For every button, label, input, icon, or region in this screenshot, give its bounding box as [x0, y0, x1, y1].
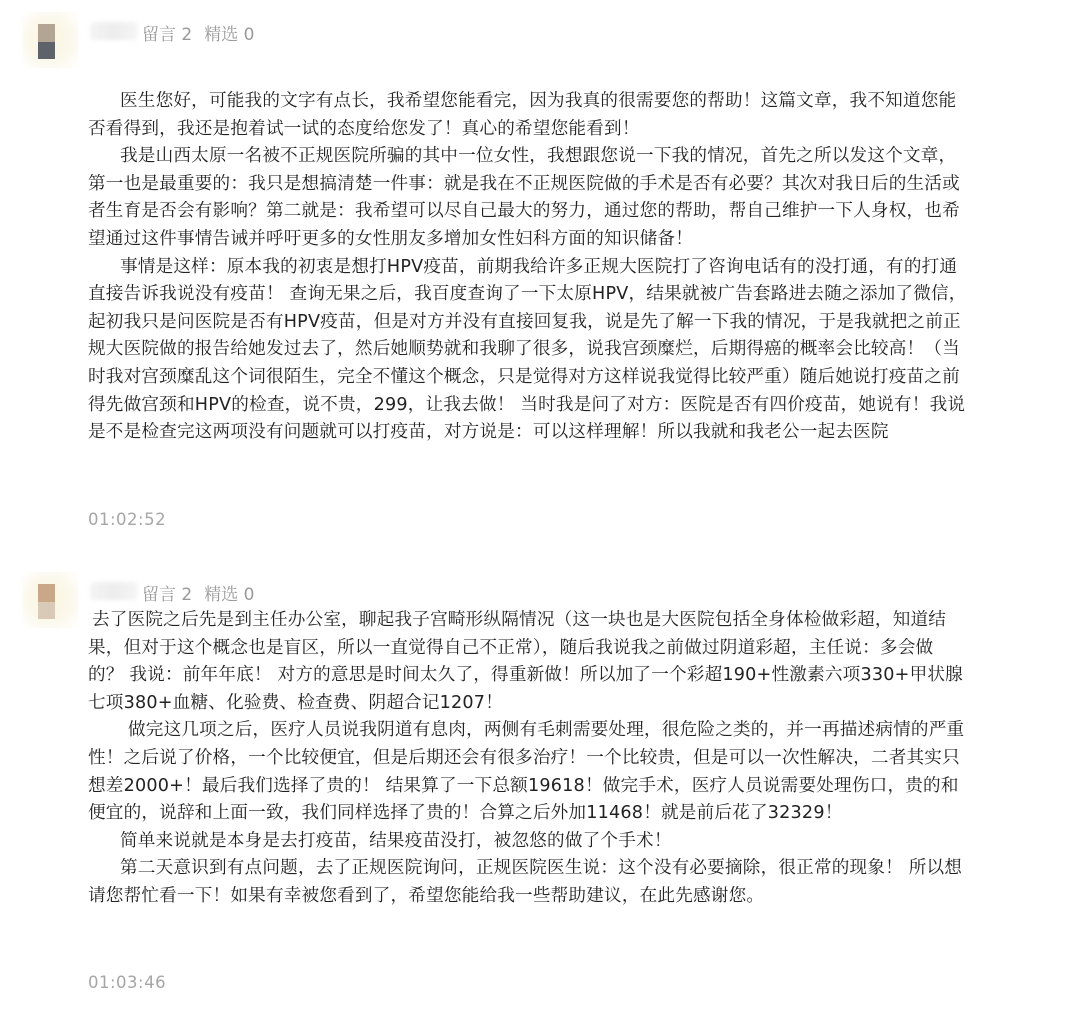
comment-meta: [142, 20, 254, 45]
avatar[interactable]: [22, 572, 78, 628]
avatar-image-top: [38, 584, 55, 602]
comment-meta: [142, 580, 254, 605]
comment-paragraph: 做完这几项之后，医疗人员说我阴道有息肉，两侧有毛刺需要处理，很危险之类的，并一再描述病情的严重性！之后说了价格，一个比较便宜，但是后期还会有很多治疗！一个比较贵，但是可以一次性解决，二者其实只想差2000+！最后我们选择了贵的！ 结果算了一下总额19618！做完手术，医疗人员说需要处理伤口，贵的和便宜的，说辞和上面一致，我们同样选择了贵的！合算之后外加11468！就是前后花了32329！: [88, 720, 965, 824]
comments-count-label: 留言 2: [142, 25, 193, 45]
comment-paragraph: 去了医院之后先是到主任办公室，聊起我子宫畸形纵隔情况（这一块也是大医院包括全身体检做彩超，知道结果，但对于这个概念也是盲区，所以一直觉得自己不正常），随后我说我之前做过阴道彩超，主任说：多会做的？ 我说：前年年底！ 对方的意思是时间太久了，得重新做！所以加了一个彩超190+性激素六项330+甲状腺七项380+血糖、化验费、检查费、阴超合记1207！: [88, 610, 963, 713]
avatar-image-top: [38, 24, 55, 42]
avatar-image-bottom: [38, 42, 55, 59]
featured-count-label: 精选 0: [204, 585, 255, 605]
comment-paragraph: 第二天意识到有点问题，去了正规医院询问，正规医院医生说：这个没有必要摘除，很正常的现象！ 所以想请您帮忙看一下！如果有幸被您看到了，希望您能给我一些帮助建议，在此先感谢您。: [88, 858, 963, 906]
comment-timestamp: 01:02:52: [88, 510, 167, 529]
comment-timestamp: 01:03:46: [88, 973, 167, 992]
comment-paragraph: 简单来说就是本身是去打疫苗，结果疫苗没打，被忽悠的做了个手术！: [120, 830, 672, 851]
comment-body: [88, 607, 968, 911]
comment-body: [88, 88, 968, 447]
username-blurred: [90, 22, 138, 40]
avatar-image-bottom: [38, 602, 55, 619]
comment-card: [0, 560, 1080, 1010]
featured-count-label: 精选 0: [204, 25, 255, 45]
avatar[interactable]: [22, 12, 78, 68]
comment-paragraph: 我是山西太原一名被不正规医院所骗的其中一位女性，我想跟您说一下我的情况，首先之所以发这个文章，第一也是最重要的：我只是想搞清楚一件事：就是我在不正规医院做的手术是否有必要？其次对我日后的生活或者生育是否会有影响？第二就是：我希望可以尽自己最大的努力，通过您的帮助，帮自己维护一下人身权，也希望通过这件事情告诫并呼吁更多的女性朋友多增加女性妇科方面的知识储备！: [88, 146, 960, 249]
comments-count-label: 留言 2: [142, 585, 193, 605]
comment-paragraph: 医生您好，可能我的文字有点长，我希望您能看完，因为我真的很需要您的帮助！这篇文章，我不知道您能否看得到，我还是抱着试一试的态度给您发了！真心的希望您能看到！: [88, 91, 957, 139]
username-blurred: [90, 582, 138, 600]
comment-paragraph: 事情是这样：原本我的初衷是想打HPV疫苗，前期我给许多正规大医院打了咨询电话有的没打通，有的打通直接告诉我说没有疫苗！ 查询无果之后，我百度查询了一下太原HPV，结果就被广告套路进去随之添加了微信，起初我只是问医院是否有HPV疫苗，但是对方并没有直接回复我，说是先了解一下我的情况，于是我就把之前正规大医院做的报告给她发过去了，然后她顺势就和我聊了很多，说我宫颈糜烂，后期得癌的概率会比较高！（当时我对宫颈糜乱这个词很陌生，完全不懂这个概念，只是觉得对方这样说我觉得比较严重）随后她说打疫苗之前得先做宫颈和HPV的检查，说不贵，299，让我去做！ 当时我是问了对方：医院是否有四价疫苗，她说有！我说是不是检查完这两项没有问题就可以打疫苗，对方说是：可以这样理解！所以我就和我老公一起去医院: [88, 256, 967, 443]
